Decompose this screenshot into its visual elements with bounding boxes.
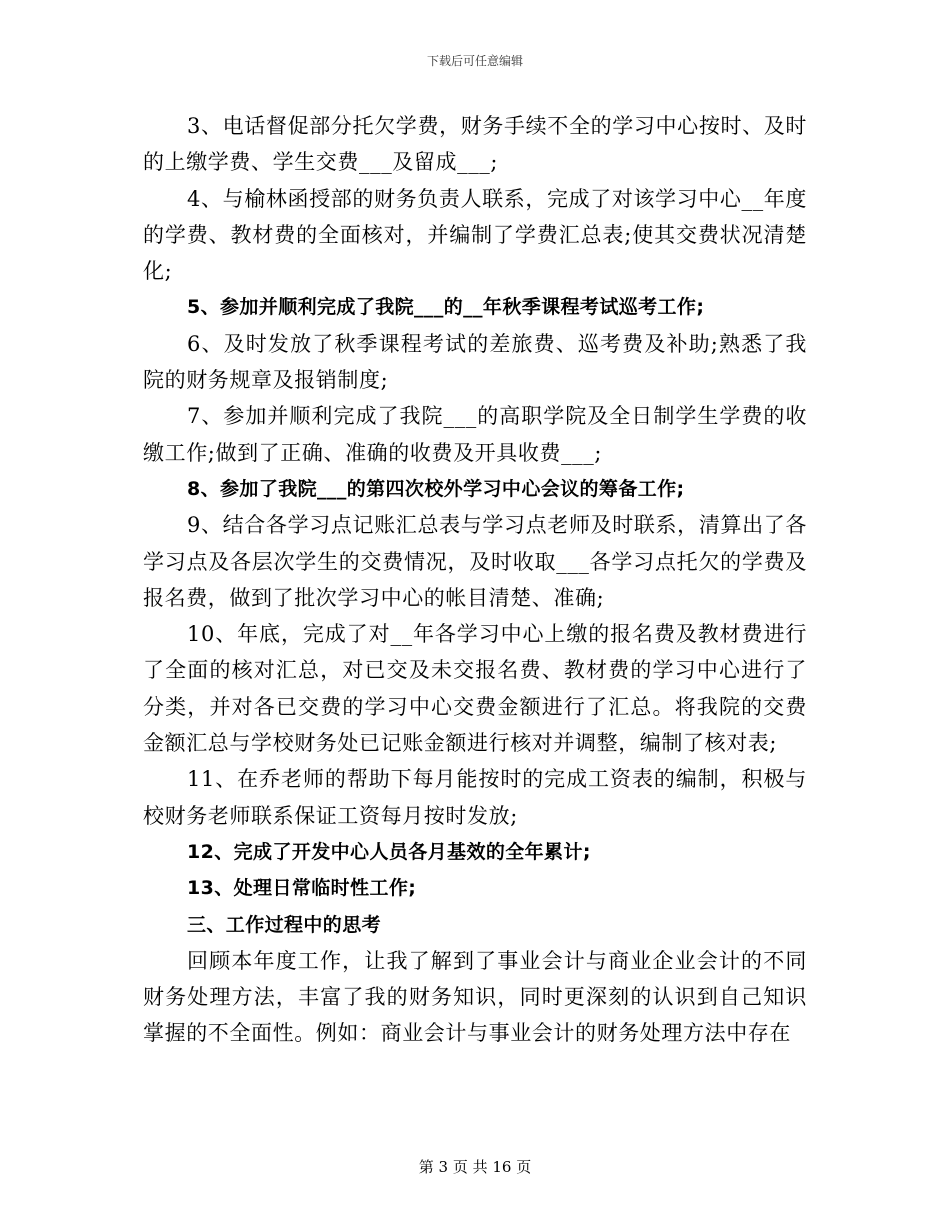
section-heading-reflection: 三、工作过程中的思考 xyxy=(187,913,382,936)
paragraph-item-6: 6、及时发放了秋季课程考试的差旅费、巡考费及补助;熟悉了我院的财务规章及报销制度; xyxy=(143,331,807,393)
paragraph-item-13: 13、处理日常临时性工作; xyxy=(187,877,417,900)
page-header-note: 下载后可任意编辑 xyxy=(426,54,523,68)
paragraph-item-11: 11、在乔老师的帮助下每月能按时的完成工资表的编制，积极与校财务老师联系保证工资每月按时发放; xyxy=(143,767,807,828)
paragraph-item-12: 12、完成了开发中心人员各月基效的全年累计; xyxy=(187,840,591,863)
paragraph-item-4: 4、与榆林函授部的财务负责人联系，完成了对该学习中心__年度的学费、教材费的全面核对，并编制了学费汇总表;使其交费状况清楚化; xyxy=(143,186,807,284)
paragraph-item-9: 9、结合各学习点记账汇总表与学习点老师及时联系，清算出了各学习点及各层次学生的交费情况，及时收取___各学习点托欠的学费及报名费，做到了批次学习中心的帐目清楚、准确; xyxy=(143,513,807,610)
paragraph-item-10: 10、年底，完成了对__年各学习中心上缴的报名费及教材费进行了全面的核对汇总，对已交及未交报名费、教材费的学习中心进行了分类，并对各已交费的学习中心交费金额进行了汇总。将我院的交费金额汇总与学校财务处已记账金额进行核对并调整，编制了核对表; xyxy=(143,622,807,756)
page-number-footer: 第 3 页 共 16 页 xyxy=(418,1158,532,1176)
paragraph-item-7: 7、参加并顺利完成了我院___的高职学院及全日制学生学费的收缴工作;做到了正确、准确的收费及开具收费___; xyxy=(143,404,807,465)
paragraph-item-3: 3、电话督促部分托欠学费，财务手续不全的学习中心按时、及时的上缴学费、学生交费___及留成___; xyxy=(143,114,807,175)
document-body xyxy=(143,108,807,1052)
paragraph-item-8: 8、参加了我院___的第四次校外学习中心会议的筹备工作; xyxy=(187,477,685,500)
paragraph-item-5: 5、参加并顺利完成了我院___的__年秋季课程考试巡考工作; xyxy=(187,296,705,319)
paragraph-reflection: 回顾本年度工作，让我了解到了事业会计与商业企业会计的不同财务处理方法，丰富了我的财务知识，同时更深刻的认识到自己知识掌握的不全面性。例如：商业会计与事业会计的财务处理方法中存在 xyxy=(143,948,807,1046)
